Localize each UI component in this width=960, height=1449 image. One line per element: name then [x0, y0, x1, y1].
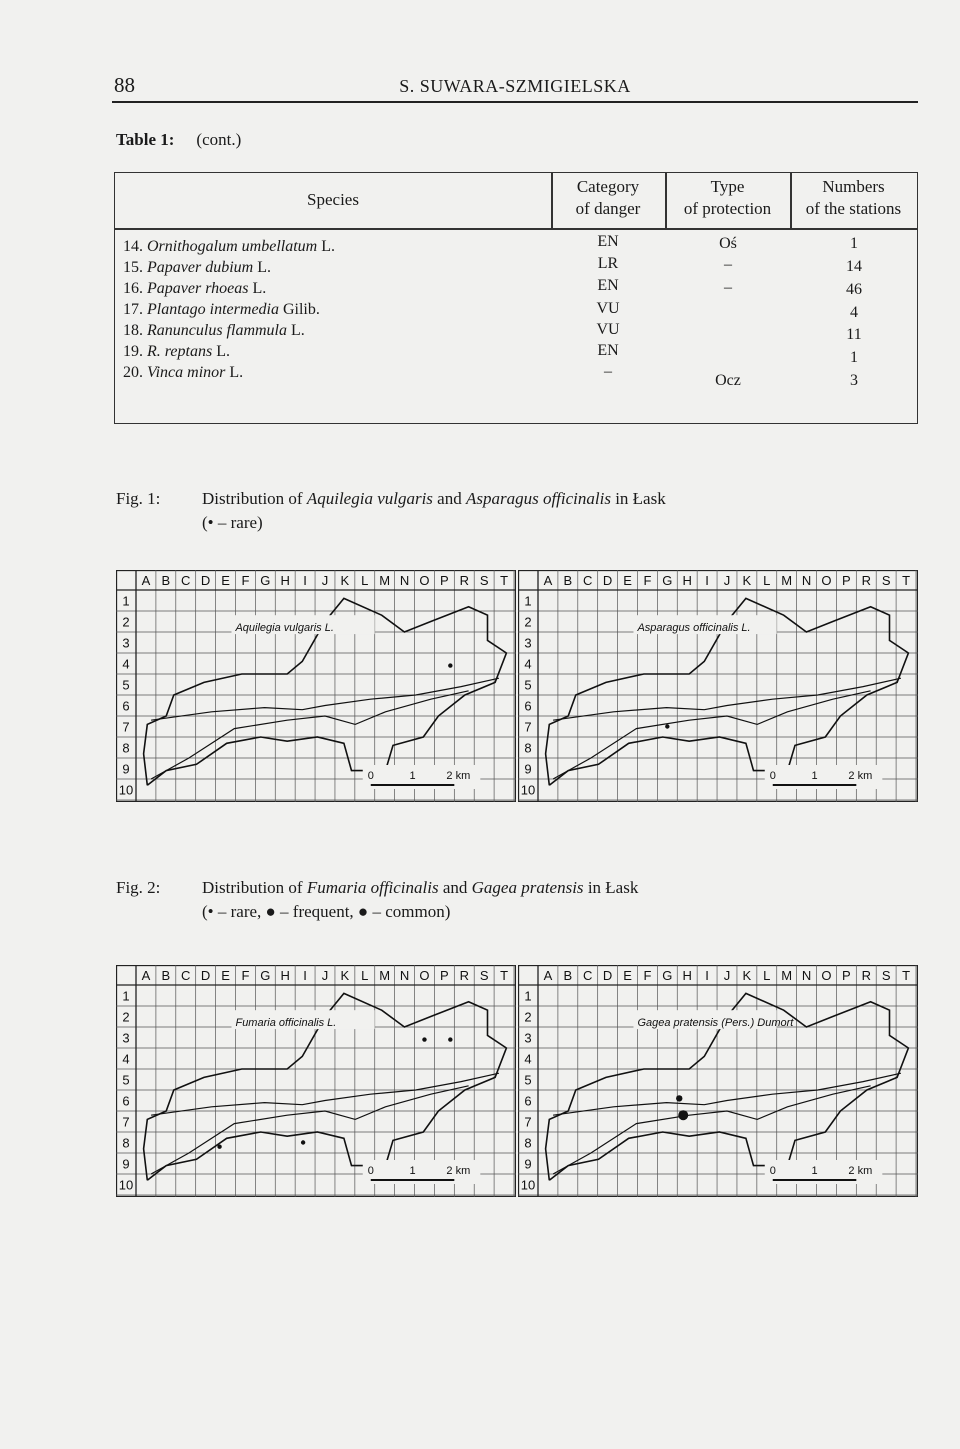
occurrence-dot	[301, 1140, 305, 1144]
column-label: L	[763, 968, 771, 983]
column-label: L	[361, 573, 369, 588]
column-label: J	[321, 968, 329, 983]
row-label: 7	[524, 719, 532, 735]
column-label: H	[682, 968, 692, 983]
column-label: J	[723, 573, 731, 588]
column-label: F	[241, 968, 250, 983]
column-label: O	[821, 968, 832, 983]
scale-label: 1	[409, 1165, 416, 1177]
row-label: 8	[524, 1135, 532, 1151]
column-label: B	[563, 968, 573, 983]
row-label: 4	[122, 656, 130, 672]
table-header-rule	[115, 228, 917, 230]
header-type-line1: Type	[710, 177, 745, 196]
header-stations	[790, 176, 917, 220]
column-label: E	[221, 968, 230, 983]
row-label: 7	[122, 719, 130, 735]
column-label: E	[623, 968, 632, 983]
category-cell: VU	[596, 321, 620, 338]
column-label: O	[419, 968, 430, 983]
column-label: C	[583, 573, 593, 588]
row-label: 3	[122, 1030, 130, 1046]
scale-label: 0	[769, 770, 776, 782]
column-label: B	[161, 968, 171, 983]
column-label: N	[801, 968, 812, 983]
column-label: D	[200, 573, 211, 588]
row-label: 5	[524, 677, 532, 693]
column-label: M	[781, 573, 793, 588]
row-label: 6	[524, 1093, 532, 1109]
page-header	[112, 73, 918, 103]
column-label: L	[763, 573, 771, 588]
map-gagea	[518, 965, 918, 1197]
column-label: G	[260, 968, 271, 983]
row-label: 2	[122, 1009, 130, 1025]
row-label: 4	[524, 656, 532, 672]
category-cell: EN	[597, 277, 619, 294]
stations-cell: 1	[850, 235, 858, 252]
map-title: Fumaria officinalis L.	[235, 1016, 337, 1029]
fig1-label: Fig. 1:	[116, 489, 161, 508]
row-label: 6	[524, 698, 532, 714]
column-label: D	[602, 968, 613, 983]
header-category	[551, 176, 665, 220]
column-label: I	[705, 573, 709, 588]
occurrence-dot	[678, 1110, 688, 1120]
table-caption-label: Table 1:	[116, 130, 175, 149]
column-label: J	[321, 573, 329, 588]
column-label: O	[821, 573, 832, 588]
fig1-legend: (• – rare)	[202, 513, 263, 532]
row-label: 7	[524, 1114, 532, 1130]
column-label: A	[141, 968, 151, 983]
header-category-line2: of danger	[575, 199, 641, 218]
stations-cell: 1	[850, 349, 858, 366]
column-label: P	[440, 968, 449, 983]
stations-cell: 46	[846, 281, 862, 298]
row-label: 1	[524, 593, 532, 609]
scale-label: 1	[811, 1165, 818, 1177]
protection-cell: Oś	[719, 235, 737, 252]
row-label: 2	[122, 614, 130, 630]
map-fumaria	[116, 965, 516, 1197]
category-cell: EN	[597, 342, 619, 359]
river-line	[151, 1073, 499, 1115]
row-label: 5	[122, 677, 130, 693]
column-label: G	[260, 573, 271, 588]
category-cell: VU	[596, 300, 620, 317]
column-label: M	[781, 968, 793, 983]
column-label: R	[459, 573, 469, 588]
column-label: N	[399, 968, 410, 983]
river-line	[553, 1073, 901, 1115]
row-label: 5	[122, 1072, 130, 1088]
occurrence-dot	[422, 1037, 426, 1041]
species-table	[114, 172, 918, 424]
river-line	[151, 678, 499, 720]
column-label: H	[280, 968, 290, 983]
occurrence-dot	[448, 1037, 452, 1041]
column-label: L	[361, 968, 369, 983]
column-label: K	[340, 573, 350, 588]
row-label: 10	[520, 782, 536, 798]
row-label: 9	[122, 1156, 130, 1172]
row-label: 7	[122, 1114, 130, 1130]
header-numbers-line1: Numbers	[822, 177, 885, 196]
column-label: H	[280, 573, 290, 588]
scale-label: 2 km	[446, 1165, 471, 1177]
fig2-legend: (• – rare, ● – frequent, ● – common)	[202, 902, 451, 921]
column-label: K	[742, 968, 752, 983]
column-label: K	[340, 968, 350, 983]
scale-label: 2 km	[848, 1165, 873, 1177]
stations-cell: 14	[846, 258, 862, 275]
column-label: G	[662, 968, 673, 983]
column-label: A	[543, 573, 553, 588]
column-label: B	[161, 573, 171, 588]
row-label: 8	[122, 1135, 130, 1151]
column-label: A	[543, 968, 553, 983]
column-label: M	[379, 968, 391, 983]
map-aquilegia	[116, 570, 516, 802]
table-row: 19. R. reptans L.	[123, 343, 230, 360]
row-label: 3	[524, 635, 532, 651]
column-label: O	[419, 573, 430, 588]
column-label: J	[723, 968, 731, 983]
category-cell: EN	[597, 233, 619, 250]
protection-cell: –	[724, 256, 732, 273]
row-label: 1	[122, 593, 130, 609]
column-label: R	[861, 968, 871, 983]
row-label: 9	[122, 761, 130, 777]
scale-label: 1	[409, 770, 416, 782]
column-label: P	[842, 573, 851, 588]
table-row: 17. Plantago intermedia Gilib.	[123, 301, 320, 318]
row-label: 1	[524, 988, 532, 1004]
row-label: 2	[524, 614, 532, 630]
map-title: Asparagus officinalis L.	[637, 621, 751, 634]
page-number: 88	[114, 73, 135, 97]
row-label: 9	[524, 761, 532, 777]
column-label: T	[902, 573, 911, 588]
column-label: G	[662, 573, 673, 588]
column-label: R	[861, 573, 871, 588]
river-line	[553, 678, 901, 720]
row-label: 8	[122, 740, 130, 756]
column-label: H	[682, 573, 692, 588]
header-category-line1: Category	[576, 177, 640, 196]
column-label: F	[241, 573, 250, 588]
column-label: E	[623, 573, 632, 588]
column-label: S	[881, 968, 891, 983]
table-caption	[116, 130, 241, 150]
map-title: Gagea pratensis (Pers.) Dumort	[637, 1016, 794, 1029]
table-row: 20. Vinca minor L.	[123, 364, 244, 381]
row-label: 9	[524, 1156, 532, 1172]
table-row: 15. Papaver dubium L.	[123, 259, 271, 276]
map-title: Aquilegia vulgaris L.	[235, 621, 334, 634]
column-label: D	[602, 573, 613, 588]
column-label: T	[500, 573, 509, 588]
row-label: 10	[118, 782, 134, 798]
row-label: 6	[122, 1093, 130, 1109]
stations-cell: 4	[850, 304, 858, 321]
column-label: I	[303, 968, 307, 983]
occurrence-dot	[676, 1095, 682, 1101]
column-label: C	[181, 573, 191, 588]
protection-cell: Ocz	[715, 372, 741, 389]
column-label: S	[479, 573, 489, 588]
table-row: 18. Ranunculus flammula L.	[123, 322, 305, 339]
column-label: M	[379, 573, 391, 588]
header-type-line2: of protection	[683, 199, 772, 218]
column-label: A	[141, 573, 151, 588]
row-label: 8	[524, 740, 532, 756]
column-label: N	[399, 573, 410, 588]
row-label: 3	[524, 1030, 532, 1046]
row-label: 1	[122, 988, 130, 1004]
row-label: 4	[122, 1051, 130, 1067]
occurrence-dot	[665, 724, 669, 728]
fig2-caption: Fig. 2: Distribution of Fumaria officinalis and Gagea pratensis in Łask (• – rare, ● – frequent, ● – common)	[116, 876, 638, 924]
header-protection	[665, 176, 790, 220]
column-label: N	[801, 573, 812, 588]
column-label: P	[440, 573, 449, 588]
scale-label: 0	[367, 770, 374, 782]
row-label: 10	[118, 1177, 134, 1193]
column-label: S	[881, 573, 891, 588]
row-label: 10	[520, 1177, 536, 1193]
table-caption-text: (cont.)	[196, 130, 242, 149]
column-label: D	[200, 968, 211, 983]
fig2-label: Fig. 2:	[116, 878, 161, 897]
header-numbers-line2: of the stations	[805, 199, 902, 218]
header-species: Species	[307, 190, 359, 209]
occurrence-dot	[448, 663, 452, 667]
stations-cell: 11	[846, 326, 862, 343]
column-label: K	[742, 573, 752, 588]
column-label: I	[705, 968, 709, 983]
running-title: S. SUWARA-SZMIGIELSKA	[399, 76, 631, 96]
table-row: 14. Ornithogalum umbellatum L.	[123, 238, 335, 255]
scale-label: 0	[367, 1165, 374, 1177]
table-row: 16. Papaver rhoeas L.	[123, 280, 267, 297]
column-label: F	[643, 968, 652, 983]
header-rule	[112, 101, 918, 103]
column-label: B	[563, 573, 573, 588]
column-label: S	[479, 968, 489, 983]
stations-cell: 3	[850, 372, 858, 389]
protection-cell: –	[724, 279, 732, 296]
column-label: T	[902, 968, 911, 983]
column-label: T	[500, 968, 509, 983]
fig1-caption: Fig. 1: Distribution of Aquilegia vulgaris and Asparagus officinalis in Łask (• – rare)	[116, 487, 666, 535]
column-label: E	[221, 573, 230, 588]
column-label: C	[181, 968, 191, 983]
scale-label: 0	[769, 1165, 776, 1177]
row-label: 3	[122, 635, 130, 651]
column-label: I	[303, 573, 307, 588]
scale-label: 1	[811, 770, 818, 782]
row-label: 5	[524, 1072, 532, 1088]
column-label: P	[842, 968, 851, 983]
occurrence-dot	[217, 1145, 221, 1149]
row-label: 6	[122, 698, 130, 714]
row-label: 4	[524, 1051, 532, 1067]
map-asparagus	[518, 570, 918, 802]
category-cell: LR	[597, 255, 619, 272]
column-label: F	[643, 573, 652, 588]
scale-label: 2 km	[848, 770, 873, 782]
scale-label: 2 km	[446, 770, 471, 782]
row-label: 2	[524, 1009, 532, 1025]
category-cell: –	[604, 363, 612, 380]
column-label: R	[459, 968, 469, 983]
column-label: C	[583, 968, 593, 983]
